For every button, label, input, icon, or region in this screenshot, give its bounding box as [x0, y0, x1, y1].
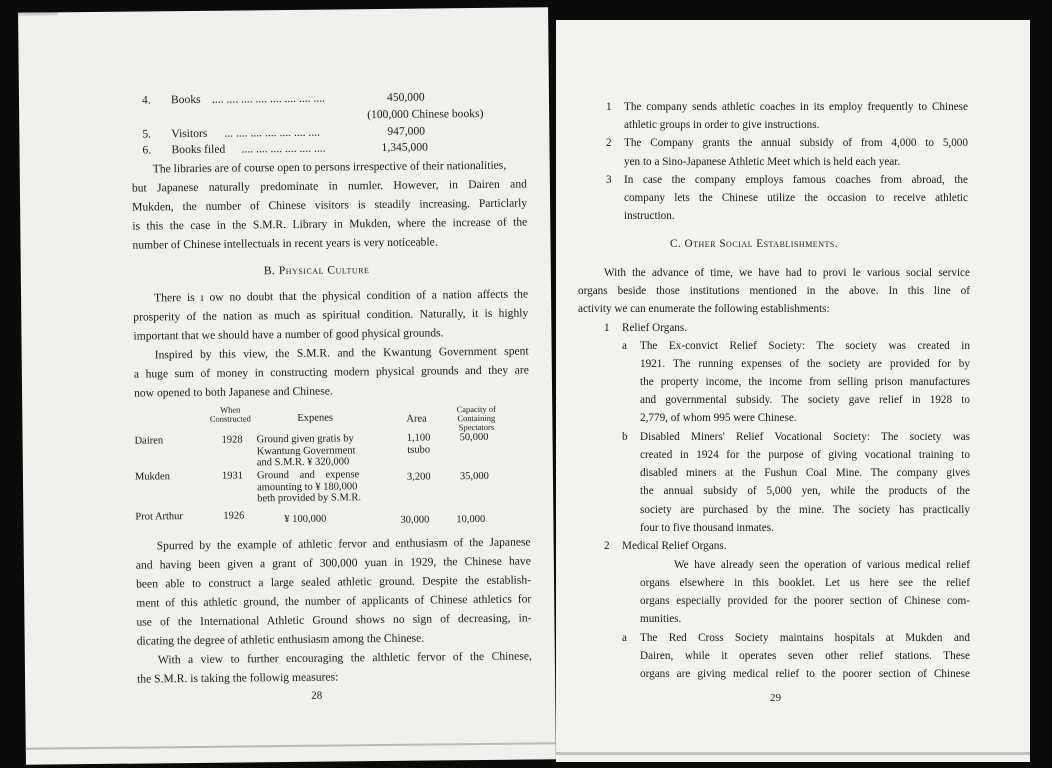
body-text-line: now opened to both Japanese and Chinese. — [133, 384, 333, 400]
body-text-line: activity we can enumerate the following establishments: — [578, 303, 830, 315]
table-cell-place: Prot Arthur — [135, 511, 183, 523]
table-cell-line: 1,100 — [406, 432, 431, 444]
list-item-dots: ... .... .... .... .... .... .... — [224, 125, 321, 140]
table-header-line: When — [220, 404, 241, 415]
page-edge — [26, 742, 556, 750]
section-title: B. Physical Culture — [263, 263, 370, 278]
table-header-line: Containing — [457, 412, 496, 424]
body-text-line: organs are giving medical relief to the poorer section of Chinese — [640, 668, 970, 680]
table-cell-area: 30,000 — [400, 514, 430, 526]
body-text-line: and governmental subsidy. The society gave relief in 1928 to — [640, 394, 970, 406]
list-item-number: 2 — [606, 137, 612, 149]
body-text-line: 1921. The running expenses of the society are provided for by — [640, 358, 970, 370]
body-text-line: The libraries are of course open to persons irrespective of their nationalities, — [152, 158, 507, 176]
list-item-dots: .... .... .... .... .... .... — [241, 141, 326, 156]
body-text-line: With the advance of time, we have had to provi le various social service — [604, 267, 970, 279]
body-text-line: society are purchased by the mine. The society has practically — [640, 504, 970, 516]
body-text-line: organs especially provided for the poorer section of Chinese com- — [640, 595, 970, 607]
body-text-line: four to five thousand inmates. — [640, 522, 774, 534]
list-item-number: 5. — [142, 127, 152, 141]
list-item-number: 6. — [142, 143, 152, 157]
table-cell-capacity: 35,000 — [459, 470, 489, 483]
table-cell-expense — [257, 433, 356, 469]
list-item-label: Books filed — [171, 142, 226, 157]
body-text-line: Mukden, the number of Chinese visitors is steadily increasing. Particlarly — [132, 196, 528, 214]
table-cell-line: Ground given gratis by — [256, 433, 354, 446]
body-text-line: company lets the Chinese utilize the occasion to receive athletic — [624, 192, 968, 204]
body-text-line: Disabled Miners' Relief Vocational Society: The society was — [640, 431, 970, 443]
body-text-line: been able to construct a large sealed athletic ground. Despite the establish- — [135, 573, 532, 591]
body-text-line: the S.M.R. is taking the followig measures: — [136, 670, 339, 686]
table-cell-line: tsubo — [407, 444, 431, 456]
table-header-area: Area — [406, 413, 427, 425]
table-cell-area — [403, 432, 433, 455]
table-header-line: Constructed — [209, 413, 251, 424]
list-item-number: 2 — [604, 540, 610, 552]
table-header-line: Capacity of — [456, 403, 497, 415]
body-text-line: disabled miners at the Fushun Coal Mine. The company gives — [640, 467, 970, 479]
body-text-line: is this the case in the S.M.R. Library in Mukden, where the increase of the — [132, 215, 528, 233]
body-text-line: Spurred by the example of athletic fervor and enthusiasm of the Japanese — [156, 535, 531, 553]
body-text-line: organs beside those institutions mentioned in the above. In this line of — [578, 285, 970, 297]
body-text-line: important that we should have a number of good physical grounds. — [133, 326, 444, 343]
table-cell-year: 1926 — [223, 510, 245, 522]
list-item-letter: b — [622, 431, 628, 443]
table-header-expenes: Expenes — [297, 412, 333, 424]
list-item-note: (100,000 Chinese books) — [367, 106, 484, 122]
list-item-number: 4. — [141, 93, 151, 107]
table-cell-line: Ground and expense — [256, 469, 360, 482]
body-text-line: but Japanese naturally predominate in numler. However, in Dairen and — [131, 177, 527, 195]
body-text-line: a huge sum of money in constructing modern physical grounds and they are — [133, 363, 529, 381]
table-cell-place: Dairen — [134, 435, 164, 447]
table-cell-line: beth provided by S.M.R. — [257, 492, 362, 505]
body-text-line: the annual subsidy of 5,000 yen, while the products of the — [640, 485, 970, 497]
body-text-line: The Red Cross Society maintains hospitals at Mukden and — [640, 632, 970, 644]
body-text-line: yen to a Sino-Japanese Athletic Meet which is held each year. — [624, 156, 901, 168]
table-cell-capacity: 50,000 — [459, 431, 489, 444]
body-text-line: Dairen, while it operates seven other relief stations. These — [640, 650, 970, 662]
page-number: 28 — [311, 689, 323, 702]
section-title: C. Other Social Establishments. — [670, 238, 839, 250]
table-header-when — [200, 405, 260, 424]
list-item-value: 1,345,000 — [381, 140, 428, 154]
table-header-line: Spectators — [458, 421, 495, 433]
page-edge — [556, 752, 1030, 755]
list-item-label: Books — [170, 92, 201, 107]
body-text-line: The Company grants the annual subsidy of from 4,000 to 5,000 — [624, 137, 968, 149]
body-text-line: The Ex-convict Relief Society: The society was created in — [640, 340, 970, 352]
body-text-line: dicating the degree of athletic enthusiasm among the Chinese. — [136, 631, 425, 648]
list-item-number: 3 — [606, 174, 612, 186]
subsection-heading: Medical Relief Organs. — [622, 540, 727, 552]
table-cell-area: 3,200 — [406, 471, 431, 483]
body-text-line: use of the International Athletic Ground shows no sign of decreasing, in- — [136, 611, 532, 629]
right-page — [556, 20, 1030, 762]
list-item-letter: a — [622, 340, 627, 352]
table-cell-line: amounting to ¥ 180,000 — [257, 480, 358, 493]
table-cell-expense — [257, 469, 361, 505]
body-text-line: Inspired by this view, the S.M.R. and the Kwantung Government spent — [154, 344, 529, 362]
list-item-number: 1 — [606, 101, 612, 113]
body-text-line: The company sends athletic coaches in its employ frequently to Chinese — [624, 101, 968, 113]
body-text-line: and having been given a grant of 300,000 yuan in 1929, the Chinese have — [135, 554, 531, 572]
body-text-line: In case the company employs famous coaches from abroad, the — [624, 174, 968, 186]
body-text-line: munities. — [640, 613, 682, 625]
table-cell-year: 1931 — [221, 470, 243, 482]
body-text-line: With a view to further encouraging the althletic fervor of the Chinese, — [157, 649, 532, 667]
body-text-line: created in 1924 for the purpose of giving vocational training to — [640, 449, 970, 461]
table-cell-line: Kwantung Government — [256, 444, 356, 457]
list-item-number: 1 — [604, 322, 610, 334]
page-number: 29 — [770, 692, 781, 704]
list-item-letter: a — [622, 632, 627, 644]
body-text-line: athletic groups in order to give instructions. — [624, 119, 820, 131]
body-text-line: number of Chinese intellectuals in recent years is very noticeable. — [132, 235, 438, 252]
body-text-line: 2,779, of whom 995 were Chinese. — [640, 412, 797, 424]
list-item-value: 947,000 — [387, 124, 426, 138]
body-text-line: instruction. — [624, 210, 675, 222]
table-cell-capacity: 10,000 — [456, 513, 486, 526]
table-cell-place: Mukden — [134, 471, 171, 483]
body-text-line: There is ı ow no doubt that the physical condition of a nation affects the — [154, 287, 529, 305]
list-item-value: 450,000 — [386, 90, 425, 104]
list-item-label: Visitors — [171, 126, 208, 141]
list-item-dots: .... .... .... .... .... .... .... .... — [211, 91, 326, 106]
table-header-capacity — [446, 405, 506, 433]
body-text-line: prosperity of the nation as much as spiritual condition. Naturally, it is highly — [133, 306, 529, 324]
left-page — [18, 7, 556, 765]
table-cell-line: and S.M.R. ¥ 320,000 — [256, 456, 350, 469]
body-text-line: ment of this athletic ground, the number of applicants of Chinese athletics for — [136, 592, 532, 610]
body-text-line: organs elsewhere in this booklet. Let us here see the relief — [640, 577, 970, 589]
subsection-heading: Relief Organs. — [622, 322, 688, 334]
table-cell-year: 1928 — [221, 434, 243, 446]
page-edge — [18, 12, 58, 15]
body-text-line: the property income, the income from selling prison manufactures — [640, 376, 970, 388]
table-cell-expense: ¥ 100,000 — [284, 513, 327, 526]
body-text-line: We have already seen the operation of various medical relief — [674, 559, 970, 571]
